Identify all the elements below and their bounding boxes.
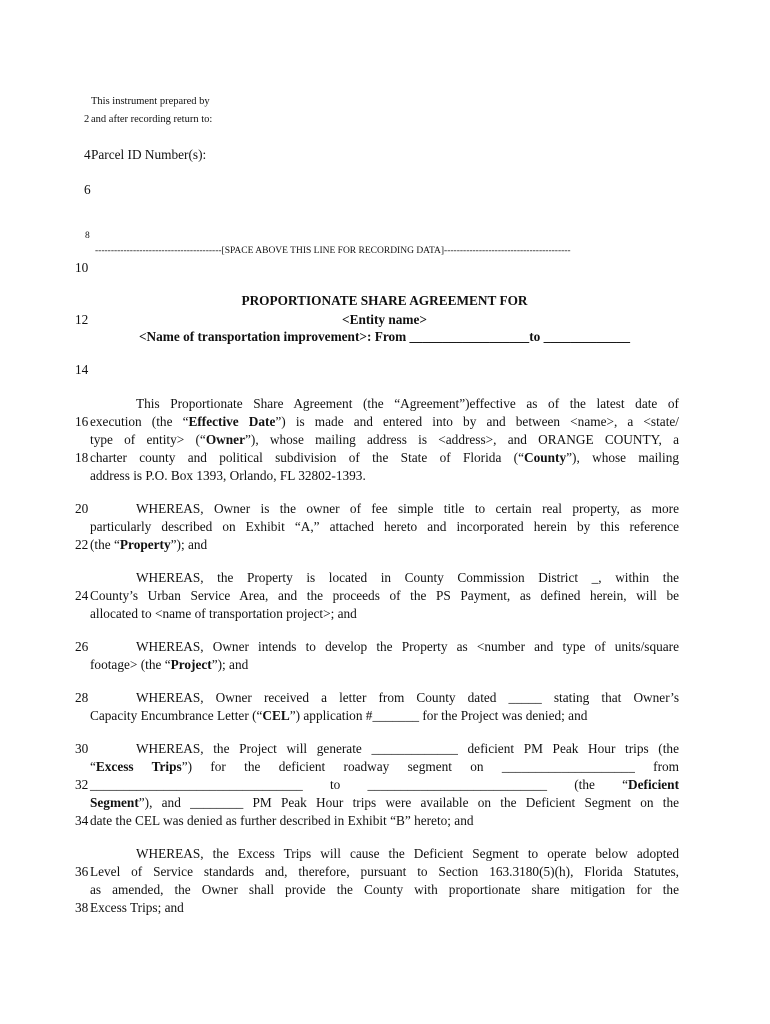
intro-paragraph-line: address is P.O. Box 1393, Orlando, FL 32802-1393. <box>90 468 366 483</box>
line-number: 10 <box>75 260 89 275</box>
whereas-cel-line: Capacity Encumbrance Letter (“CEL”) application #_______ for the Project was denied; and <box>90 708 588 723</box>
whereas-excess-trips-line: “Excess Trips”) for the deficient roadway segment on ____________________ from <box>90 759 679 774</box>
line-number: 2 <box>84 114 90 125</box>
line-number: 20 <box>75 501 89 516</box>
whereas-district-line: allocated to <name of transportation project>; and <box>90 606 357 621</box>
prepared-by-text: This instrument prepared by <box>91 96 210 107</box>
whereas-cel-line: WHEREAS, Owner received a letter from County dated _____ stating that Owner’s <box>136 690 679 705</box>
line-number: 22 <box>75 537 89 552</box>
line-number: 16 <box>75 414 89 429</box>
recording-data-line: ----------------------------------------[SPACE ABOVE THIS LINE FOR RECORDING DATA]---------------------------------------- <box>95 246 571 256</box>
whereas-excess-trips-line: date the CEL was denied as further described in Exhibit “B” hereto; and <box>90 813 474 828</box>
whereas-project-line: footage> (the “Project”); and <box>90 657 249 672</box>
line-number: 30 <box>75 741 89 756</box>
line-number: 12 <box>75 312 89 327</box>
line-number: 38 <box>75 900 89 915</box>
line-number: 26 <box>75 639 89 654</box>
whereas-level-of-service-line: Level of Service standards and, therefore, pursuant to Section 163.3180(5)(h), Florida Statutes, <box>90 864 679 879</box>
entity-name-placeholder: <Entity name> <box>342 312 427 327</box>
line-number: 14 <box>75 362 89 377</box>
line-number: 8 <box>85 231 90 241</box>
line-number: 36 <box>75 864 89 879</box>
line-number: 18 <box>75 450 89 465</box>
whereas-level-of-service-line: Excess Trips; and <box>90 900 184 915</box>
line-number: 24 <box>75 588 89 603</box>
return-to-text: and after recording return to: <box>91 114 213 125</box>
whereas-level-of-service-line: WHEREAS, the Excess Trips will cause the Deficient Segment to operate below adopted <box>136 846 679 861</box>
line-number: 4 <box>84 147 91 162</box>
whereas-district-line: WHEREAS, the Property is located in County Commission District _, within the <box>136 570 679 585</box>
line-number: 34 <box>75 813 89 828</box>
parcel-id-label: Parcel ID Number(s): <box>91 147 207 162</box>
improvement-name-line: <Name of transportation improvement>: From __________________to _____________ <box>138 329 631 344</box>
intro-paragraph-line: charter county and political subdivision of the State of Florida (“County”), whose mailing <box>90 450 679 465</box>
whereas-property-line: particularly described on Exhibit “A,” attached hereto and incorporated herein by this reference <box>90 519 679 534</box>
whereas-level-of-service-line: as amended, the Owner shall provide the County with proportionate share mitigation for the <box>90 882 679 897</box>
whereas-district-line: County’s Urban Service Area, and the proceeds of the PS Payment, as defined herein, will be <box>90 588 679 603</box>
whereas-excess-trips-line: WHEREAS, the Project will generate _____________ deficient PM Peak Hour trips (the <box>136 741 679 756</box>
line-number: 28 <box>75 690 89 705</box>
line-number: 6 <box>84 182 91 197</box>
whereas-property-line: WHEREAS, Owner is the owner of fee simple title to certain real property, as more <box>136 501 679 516</box>
whereas-project-line: WHEREAS, Owner intends to develop the Property as <number and type of units/square <box>136 639 679 654</box>
intro-paragraph-line: execution (the “Effective Date”) is made and entered into by and between <name>, a <state/ <box>90 414 679 429</box>
whereas-property-line: (the “Property”); and <box>90 537 208 552</box>
intro-paragraph-line: This Proportionate Share Agreement (the “Agreement”)effective as of the latest date of <box>136 396 679 411</box>
intro-paragraph-line: type of entity> (“Owner”), whose mailing address is <address>, and ORANGE COUNTY, a <box>90 432 679 447</box>
whereas-excess-trips-line: ________________________________ to ___________________________ (the “Deficient <box>90 777 679 792</box>
whereas-excess-trips-line: Segment”), and ________ PM Peak Hour trips were available on the Deficient Segment on the <box>90 795 679 810</box>
line-number: 32 <box>75 777 89 792</box>
agreement-title: PROPORTIONATE SHARE AGREEMENT FOR <box>241 293 528 308</box>
